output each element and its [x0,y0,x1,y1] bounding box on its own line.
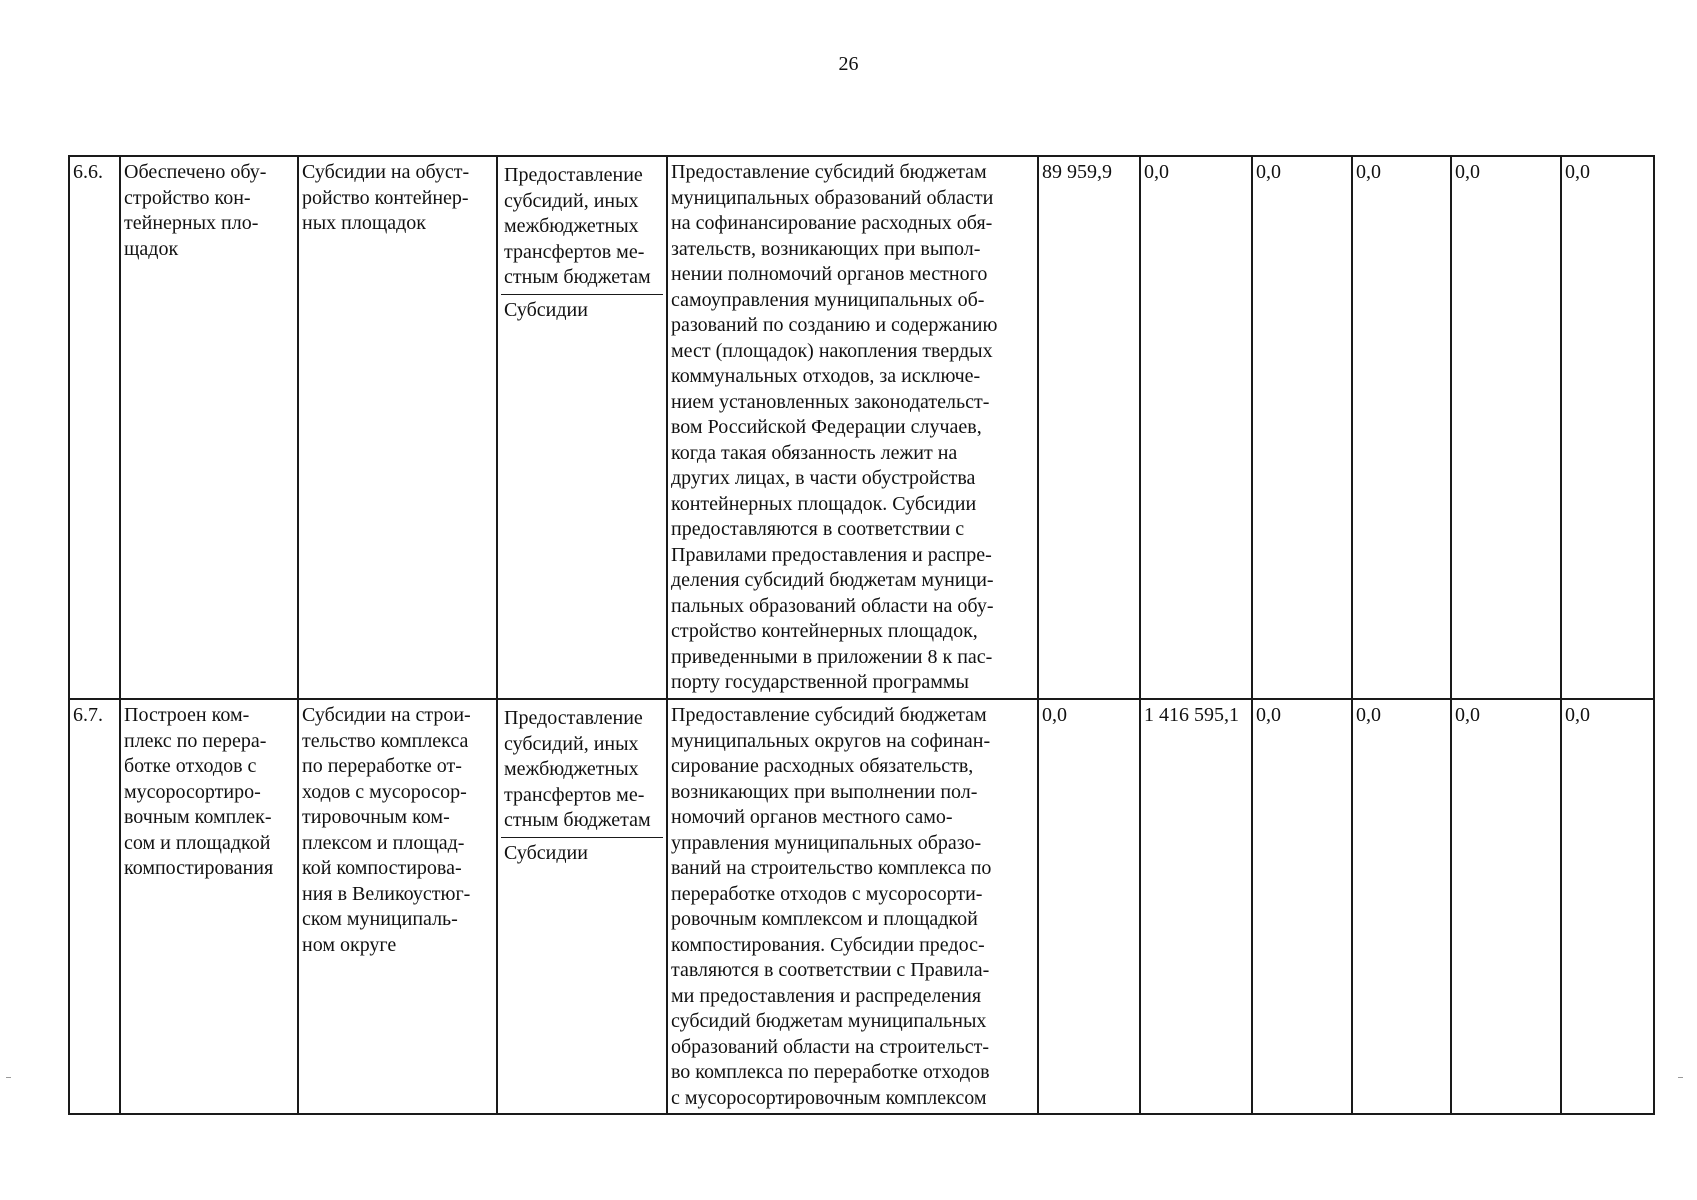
description-line: мест (площадок) накопления твердых [671,339,993,362]
description-line: субсидий бюджетам муниципальных [671,1010,987,1032]
description-cell [667,156,1038,699]
description-line: приведенными в приложении 8 к пас- [671,645,993,668]
row-number-cell: 6.7. [69,699,120,1114]
description-line: стройство контейнерных площадок, [671,620,978,642]
measure-line: ном округе [302,933,397,956]
description-line: сирование расходных обязательств, [671,755,974,777]
description-line: номочий органов местного само- [671,806,953,828]
table-row [69,699,1654,1114]
value-cell: 0,0 [1140,156,1252,699]
description-line: других лицах, в части обустройства [671,467,976,489]
measure-line: Субсидии на обуст- [302,161,470,183]
description-line: нием установленных законодательст- [671,390,990,413]
description-line: переработке отходов с мусоросорти- [671,882,983,905]
description-line: Предоставление субсидий бюджетам [671,704,987,726]
description-line: порту государственной программы [671,671,969,693]
value-cell: 89 959,9 [1038,156,1140,699]
result-line: ботке отходов с [124,755,257,777]
description-line: зательств, возникающих при выпол- [671,237,981,260]
form-line: Предоставление [504,164,643,186]
description-line: Предоставление субсидий бюджетам [671,161,987,183]
form-main [501,703,663,838]
description-line: нении полномочий органов местного [671,263,988,285]
form-subtype: Субсидии [504,298,588,321]
value-cell: 0,0 [1561,699,1654,1114]
description-line: пальных образований области на обу- [671,594,994,617]
measure-line: тельство комплекса [302,729,469,752]
page-number: 26 [838,53,859,75]
measure-line: ния в Великоустюг- [302,882,471,905]
value-cell: 0,0 [1352,699,1451,1114]
row-number-cell: 6.6. [69,156,120,699]
measure-line: ском муниципаль- [302,908,458,930]
measure-line: по переработке от- [302,755,462,777]
description-line: образований области на строительст- [671,1035,989,1058]
form-line: трансфертов ме- [504,783,645,806]
program-table [68,155,1655,1115]
form-line: Предоставление [504,707,643,729]
description-line: контейнерных площадок. Субсидии [671,492,977,515]
description-line: возникающих при выполнении пол- [671,780,978,803]
result-cell [120,699,298,1114]
description-line: во комплекса по переработке отходов [671,1061,990,1083]
result-line: тейнерных пло- [124,212,259,234]
value-cell: 0,0 [1252,156,1352,699]
value-cell: 0,0 [1352,156,1451,699]
description-line: самоуправления муниципальных об- [671,288,985,311]
form-main [501,160,663,295]
description-line: с мусоросортировочным комплексом [671,1086,987,1109]
measure-cell [298,156,497,699]
form-line: субсидий, иных [504,189,639,212]
value-cell: 1 416 595,1 [1140,699,1252,1114]
form-line: межбюджетных [504,215,639,237]
description-line: когда такая обязанность лежит на [671,441,958,464]
description-line: муниципальных образований области [671,186,994,209]
description-line: коммунальных отходов, за исключе- [671,365,981,387]
result-line: мусоросортиро- [124,780,261,803]
description-line: разований по созданию и содержанию [671,314,998,336]
measure-line: плексом и площад- [302,831,465,854]
form-line: стным бюджетам [504,266,651,288]
result-line: сом и площадкой [124,831,271,854]
description-line: Правилами предоставления и распре- [671,543,992,566]
form-cell [497,156,667,699]
value-cell: 0,0 [1451,156,1561,699]
form-line: субсидий, иных [504,732,639,755]
description-line: компостирования. Субсидии предос- [671,933,985,956]
measure-line: ных площадок [302,212,426,234]
result-line: компостирования [124,857,274,879]
value-cell: 0,0 [1451,699,1561,1114]
result-cell [120,156,298,699]
form-line: межбюджетных [504,758,639,780]
measure-cell [298,699,497,1114]
value-cell: 0,0 [1252,699,1352,1114]
form-cell [497,699,667,1114]
measure-line: ройство контейнер- [302,186,469,209]
measure-line: Субсидии на строи- [302,704,471,726]
form-subtype: Субсидии [504,841,588,864]
scan-mark [6,1077,11,1078]
description-line: тавляются в соответствии с Правила- [671,959,990,981]
measure-line: ходов с мусоросор- [302,780,467,803]
result-line: плекс по перера- [124,729,267,752]
form-line: трансфертов ме- [504,240,645,263]
result-line: щадок [124,237,179,260]
form-line: стным бюджетам [504,809,651,831]
value-cell: 0,0 [1038,699,1140,1114]
measure-line: тировочным ком- [302,806,450,828]
description-cell [667,699,1038,1114]
description-line: предоставляются в соответствии с [671,518,965,540]
scan-mark [1678,1077,1683,1078]
description-line: муниципальных округов на софинан- [671,729,991,752]
result-line: стройство кон- [124,186,251,209]
value-cell: 0,0 [1561,156,1654,699]
measure-line: кой компостирова- [302,857,462,879]
description-line: ровочным комплексом и площадкой [671,908,978,930]
description-line: ми предоставления и распределения [671,984,982,1007]
table-row [69,156,1654,699]
description-line: деления субсидий бюджетам муници- [671,569,994,591]
result-line: Построен ком- [124,704,250,726]
description-line: управления муниципальных образо- [671,831,982,854]
result-line: вочным комплек- [124,806,272,828]
description-line: на софинансирование расходных обя- [671,212,993,234]
description-line: ваний на строительство комплекса по [671,857,992,879]
description-line: вом Российской Федерации случаев, [671,416,982,438]
result-line: Обеспечено обу- [124,161,267,183]
